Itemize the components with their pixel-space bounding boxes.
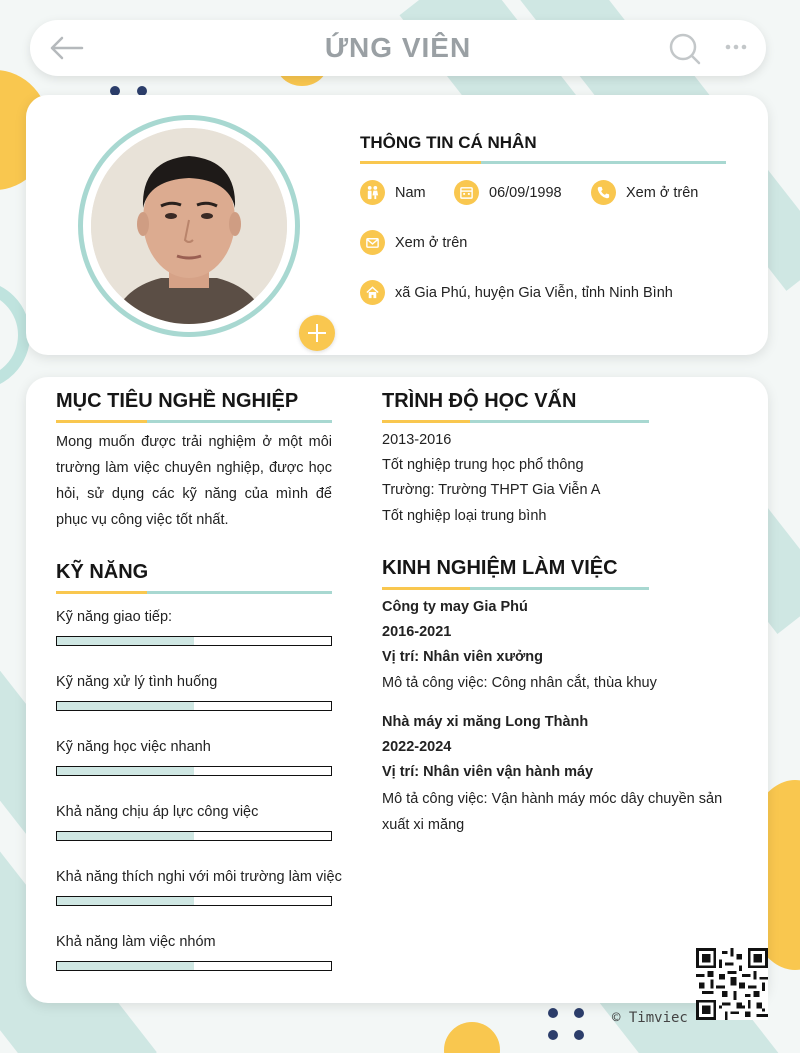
skill-level-bar [56,701,332,711]
education-title: TRÌNH ĐỘ HỌC VẤN [382,390,577,412]
skill-level-fill [57,637,194,645]
job-company: Công ty may Gia Phú [382,599,528,615]
skill-level-fill [57,702,194,710]
skill-label: Khả năng thích nghi với môi trường làm việc [56,869,342,885]
objective-title: MỤC TIÊU NGHỀ NGHIỆP [56,390,299,412]
avatar-frame [78,115,300,337]
skill-label: Kỹ năng học việc nhanh [56,739,211,755]
avatar [91,128,287,324]
resume-main-card [26,377,768,1003]
section-underline [56,591,332,594]
section-underline [382,420,649,423]
phone-row [591,180,698,205]
job-position: Vị trí: Nhân viên vận hành máy [382,764,594,780]
phone-icon [591,180,616,205]
skill-level-bar [56,766,332,776]
job-period: 2022-2024 [382,739,452,755]
job-period: 2016-2021 [382,624,452,640]
skill-level-fill [57,832,194,840]
calendar-icon [454,180,479,205]
education-period: 2013-2016 [382,432,452,448]
profile-card [26,95,768,355]
job-item [382,595,742,696]
job-item [382,710,742,838]
job-company: Nhà máy xi măng Long Thành [382,714,589,730]
job-description: Mô tả công việc: Công nhân cắt, thùa khuy [382,675,657,691]
section-underline [382,587,649,590]
job-position: Vị trí: Nhân viên xưởng [382,649,543,665]
skill-level-bar [56,636,332,646]
birthdate-value: 06/09/1998 [489,184,562,201]
address-row [360,280,673,305]
skill-level-bar [56,961,332,971]
skill-level-bar [56,831,332,841]
objective-text: Mong muốn được trải nghiệm ở một môi trường làm việc chuyên nghiệp, được học hỏi, sử dụng các kỹ năng của mình để phục vụ công việc tốt nhất. [56,434,332,528]
skill-label: Kỹ năng xử lý tình huống [56,674,218,690]
address-value: xã Gia Phú, huyện Gia Viễn, tỉnh Ninh Bình [395,284,673,301]
email-value: Xem ở trên [395,234,468,251]
personal-info-title: THÔNG TIN CÁ NHÂN [360,133,537,152]
education-school: Trường: Trường THPT Gia Viễn A [382,482,601,498]
education-block [382,428,742,529]
experience-title: KINH NGHIỆM LÀM VIỆC [382,557,618,579]
more-dots-icon[interactable] [724,40,748,54]
email-icon [360,230,385,255]
education-degree: Tốt nghiệp trung học phổ thông [382,457,584,473]
education-grade: Tốt nghiệp loại trung bình [382,508,547,524]
top-bar [30,20,766,76]
skill-label: Khả năng làm việc nhóm [56,934,216,950]
skill-level-fill [57,767,194,775]
skill-level-bar [56,896,332,906]
phone-value: Xem ở trên [626,184,699,201]
page-title: ỨNG VIÊN [324,32,472,63]
email-row [360,230,467,255]
copyright-text: © Timviec [612,1010,688,1026]
gender-icon [360,180,385,205]
skill-level-fill [57,962,194,970]
gender-value: Nam [395,184,426,201]
gender-row [360,180,426,205]
birthdate-row [454,180,562,205]
home-icon [360,280,385,305]
skills-title: KỸ NĂNG [56,561,149,583]
qr-code [696,948,768,1020]
job-description: Mô tả công việc: Vận hành máy móc dây chuyền sản xuất xi măng [382,791,723,833]
section-underline [360,161,726,164]
section-underline [56,420,332,423]
search-icon[interactable] [668,32,702,66]
skill-label: Khả năng chịu áp lực công việc [56,804,259,820]
add-photo-button[interactable] [299,315,335,351]
skill-level-fill [57,897,194,905]
skill-label: Kỹ năng giao tiếp: [56,609,173,625]
